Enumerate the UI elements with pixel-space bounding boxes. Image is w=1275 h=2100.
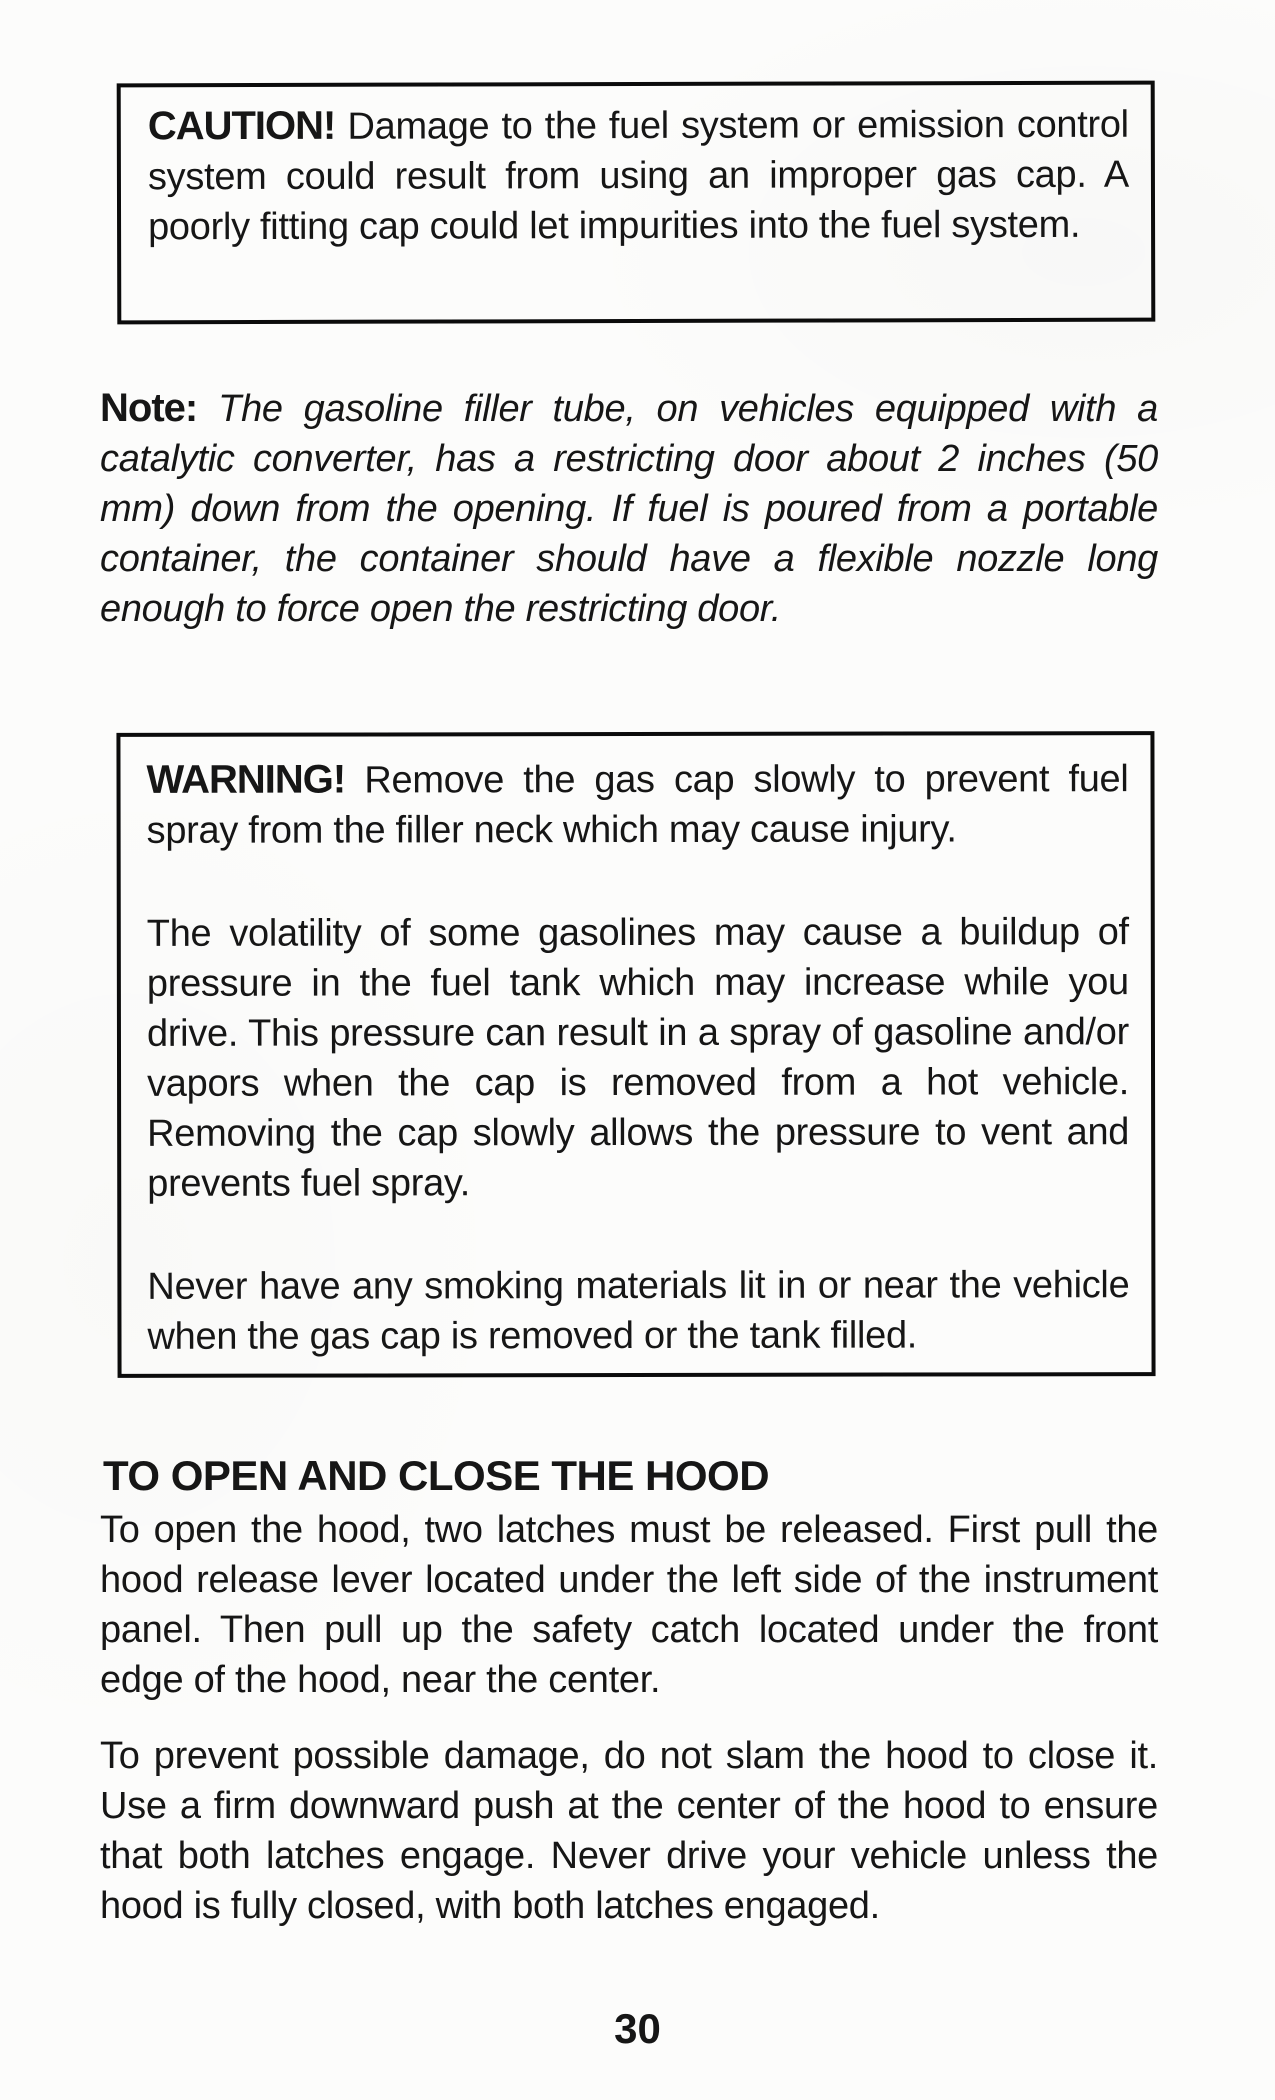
note-label: Note:	[100, 386, 198, 430]
caution-box	[117, 81, 1156, 325]
warning-label: WARNING!	[146, 757, 346, 802]
hood-section-heading: TO OPEN AND CLOSE THE HOOD	[103, 1452, 770, 1499]
warning-box	[116, 731, 1155, 1378]
warning-paragraph-intro	[146, 753, 1128, 856]
hood-paragraph-close: To prevent possible damage, do not slam the hood to close it. Use a firm downward push at the center of the hood to ensure that both latches engage. Never drive your vehicle unless the hood is fully closed, with both latches engaged.	[100, 1735, 1158, 1927]
warning-paragraph-volatility: The volatility of some gasolines may cause a buildup of pressure in the fuel tank which may increase while you drive. This pressure can result in a spray of gasoline and/or vapors when the cap is removed from a hot vehicle. Removing the cap slowly allows the pressure to vent and prevents fuel spray.	[146, 911, 1130, 1205]
note-paragraph	[100, 383, 1158, 634]
note-text: The gasoline filler tube, on vehicles equipped with a catalytic converter, has a restricting door about 2 inches (50 mm) down from the opening. If fuel is poured from a portable container, the container should have a flexible nozzle long enough to force open the restricting door.	[100, 388, 1158, 630]
hood-paragraph-open: To open the hood, two latches must be released. First pull the hood release lever located under the left side of the instrument panel. Then pull up the safety catch located under the front edge of the hood, near the center.	[100, 1509, 1158, 1701]
caution-paragraph	[148, 99, 1129, 253]
caution-label: CAUTION!	[147, 103, 336, 149]
caution-text: Damage to the fuel system or emission control system could result from using an improper gas cap. A poorly fitting cap could let impurities into the fuel system.	[147, 103, 1129, 249]
warning-paragraph-smoking: Never have any smoking materials lit in or near the vehicle when the gas cap is removed or the tank filled.	[147, 1264, 1130, 1358]
warning-intro-text: Remove the gas cap slowly to prevent fuel spray from the filler neck which may cause injury.	[146, 758, 1129, 852]
page-number: 30	[614, 2005, 661, 2052]
